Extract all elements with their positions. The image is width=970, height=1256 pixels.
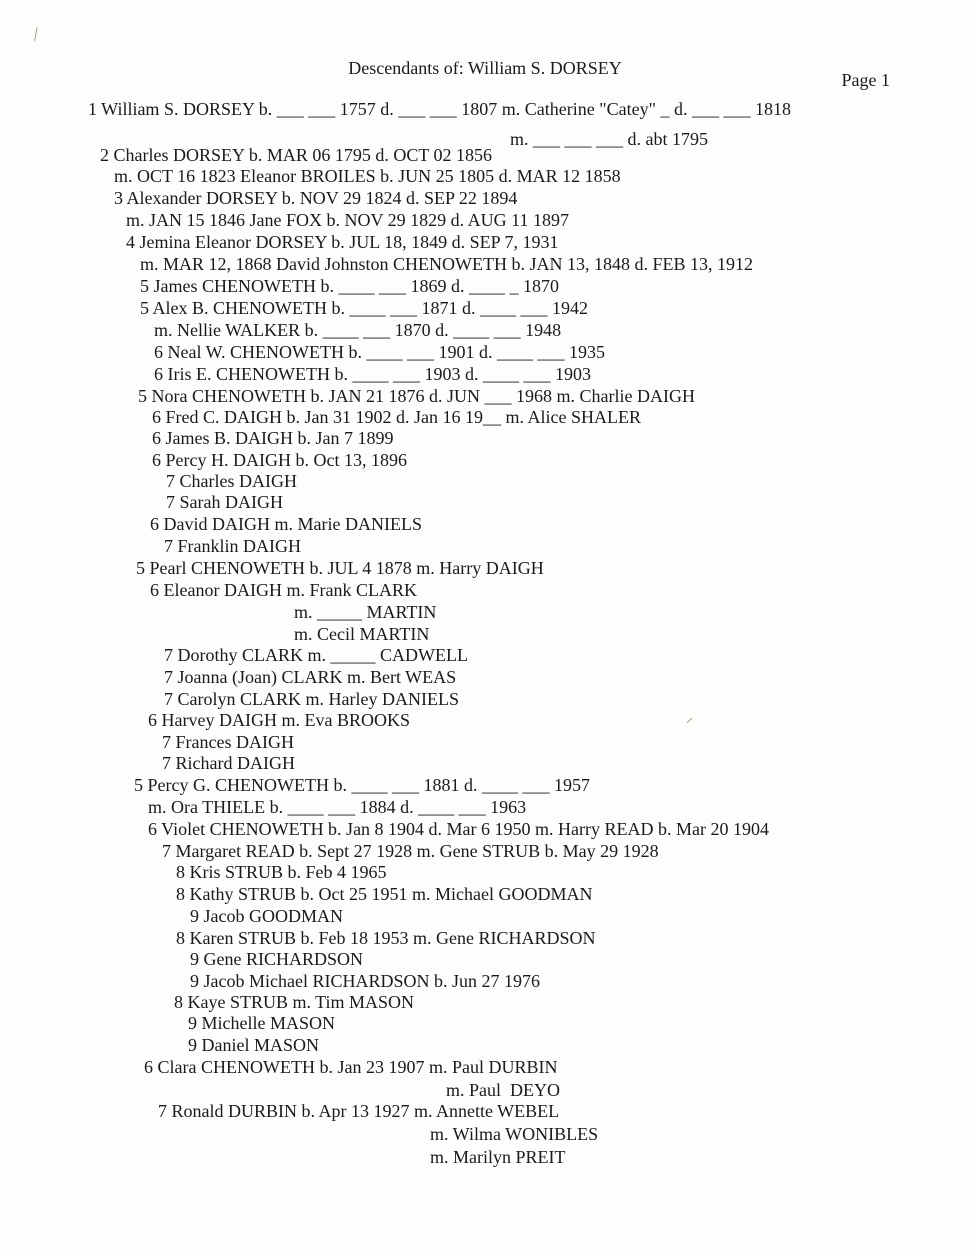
entry-line: 6 Iris E. CHENOWETH b. ____ ___ 1903 d. ____ ___ 1903 <box>154 364 591 384</box>
entry-line: m. JAN 15 1846 Jane FOX b. NOV 29 1829 d. AUG 11 1897 <box>126 210 570 230</box>
entry-line: m. Marilyn PREIT <box>430 1147 566 1167</box>
entry-line: 3 Alexander DORSEY b. NOV 29 1824 d. SEP 22 1894 <box>114 188 518 208</box>
entry-line: 8 Karen STRUB b. Feb 18 1953 m. Gene RICHARDSON <box>176 928 596 948</box>
entry-line: 7 Frances DAIGH <box>162 732 294 752</box>
entry-line: 9 Daniel MASON <box>188 1035 319 1055</box>
entry-line: 9 Gene RICHARDSON <box>190 949 363 969</box>
entry-line: 7 Margaret READ b. Sept 27 1928 m. Gene STRUB b. May 29 1928 <box>162 841 659 861</box>
entry-line: 6 Violet CHENOWETH b. Jan 8 1904 d. Mar 6 1950 m. Harry READ b. Mar 20 1904 <box>148 819 770 839</box>
entry-line: m. Wilma WONIBLES <box>430 1124 599 1144</box>
page-title: Descendants of: William S. DORSEY <box>348 58 622 78</box>
entry-line: 5 James CHENOWETH b. ____ ___ 1869 d. ____ _ 1870 <box>140 276 559 296</box>
entry-line: 7 Dorothy CLARK m. _____ CADWELL <box>164 645 468 665</box>
entry-line: 1 William S. DORSEY b. ___ ___ 1757 d. ___ ___ 1807 m. Catherine "Catey" _ d. ___ ___ 1818 <box>88 99 791 119</box>
entry-line: 6 Neal W. CHENOWETH b. ____ ___ 1901 d. ____ ___ 1935 <box>154 342 605 362</box>
entry-line: 6 Clara CHENOWETH b. Jan 23 1907 m. Paul DURBIN <box>144 1057 558 1077</box>
entry-line: 6 Fred C. DAIGH b. Jan 31 1902 d. Jan 16 19__ m. Alice SHALER <box>152 407 641 427</box>
entry-line: 8 Kathy STRUB b. Oct 25 1951 m. Michael GOODMAN <box>176 884 593 904</box>
entry-line: 7 Joanna (Joan) CLARK m. Bert WEAS <box>164 667 457 687</box>
entry-line: 6 Eleanor DAIGH m. Frank CLARK <box>150 580 417 600</box>
entry-line: 9 Jacob GOODMAN <box>190 906 343 926</box>
entry-line: 7 Carolyn CLARK m. Harley DANIELS <box>164 689 459 709</box>
entry-line: m. OCT 16 1823 Eleanor BROILES b. JUN 25 1805 d. MAR 12 1858 <box>114 166 621 186</box>
entry-line: 9 Jacob Michael RICHARDSON b. Jun 27 1976 <box>190 971 540 991</box>
entry-line: 6 Percy H. DAIGH b. Oct 13, 1896 <box>152 450 407 470</box>
entry-line: m. ___ ___ ___ d. abt 1795 <box>510 129 708 149</box>
entry-line: 8 Kaye STRUB m. Tim MASON <box>174 992 415 1012</box>
entry-line: 9 Michelle MASON <box>188 1013 335 1033</box>
entry-line: m. Nellie WALKER b. ____ ___ 1870 d. ____ ___ 1948 <box>154 320 562 340</box>
entry-line: m. MAR 12, 1868 David Johnston CHENOWETH b. JAN 13, 1848 d. FEB 13, 1912 <box>140 254 754 274</box>
entry-line: 7 Charles DAIGH <box>166 471 297 491</box>
entry-line: m. Cecil MARTIN <box>294 624 430 644</box>
entry-line: 7 Ronald DURBIN b. Apr 13 1927 m. Annette WEBEL <box>158 1101 560 1121</box>
entry-line: 7 Franklin DAIGH <box>164 536 301 556</box>
entry-line: 6 Harvey DAIGH m. Eva BROOKS <box>148 710 410 730</box>
entry-line: 7 Richard DAIGH <box>162 753 295 773</box>
stray-mark: ⸝ <box>686 711 693 726</box>
pen-mark: ⟋ <box>28 26 45 45</box>
entry-line: 7 Sarah DAIGH <box>166 492 283 512</box>
entry-line: 8 Kris STRUB b. Feb 4 1965 <box>176 862 387 882</box>
entry-line: 5 Nora CHENOWETH b. JAN 21 1876 d. JUN ___ 1968 m. Charlie DAIGH <box>138 386 695 406</box>
entry-line: 5 Alex B. CHENOWETH b. ____ ___ 1871 d. ____ ___ 1942 <box>140 298 588 318</box>
page-number: Page 1 <box>841 70 890 90</box>
entry-line: m. Ora THIELE b. ____ ___ 1884 d. ____ ___ 1963 <box>148 797 527 817</box>
entry-line: 2 Charles DORSEY b. MAR 06 1795 d. OCT 02 1856 <box>100 145 493 165</box>
entry-line: 6 James B. DAIGH b. Jan 7 1899 <box>152 428 394 448</box>
entry-line: m. Paul DEYO <box>446 1080 560 1100</box>
entry-line: 4 Jemina Eleanor DORSEY b. JUL 18, 1849 d. SEP 7, 1931 <box>126 232 559 252</box>
entry-line: 5 Pearl CHENOWETH b. JUL 4 1878 m. Harry DAIGH <box>136 558 544 578</box>
entry-line: 5 Percy G. CHENOWETH b. ____ ___ 1881 d. ____ ___ 1957 <box>134 775 590 795</box>
entry-line: m. _____ MARTIN <box>294 602 437 622</box>
entry-line: 6 David DAIGH m. Marie DANIELS <box>150 514 422 534</box>
